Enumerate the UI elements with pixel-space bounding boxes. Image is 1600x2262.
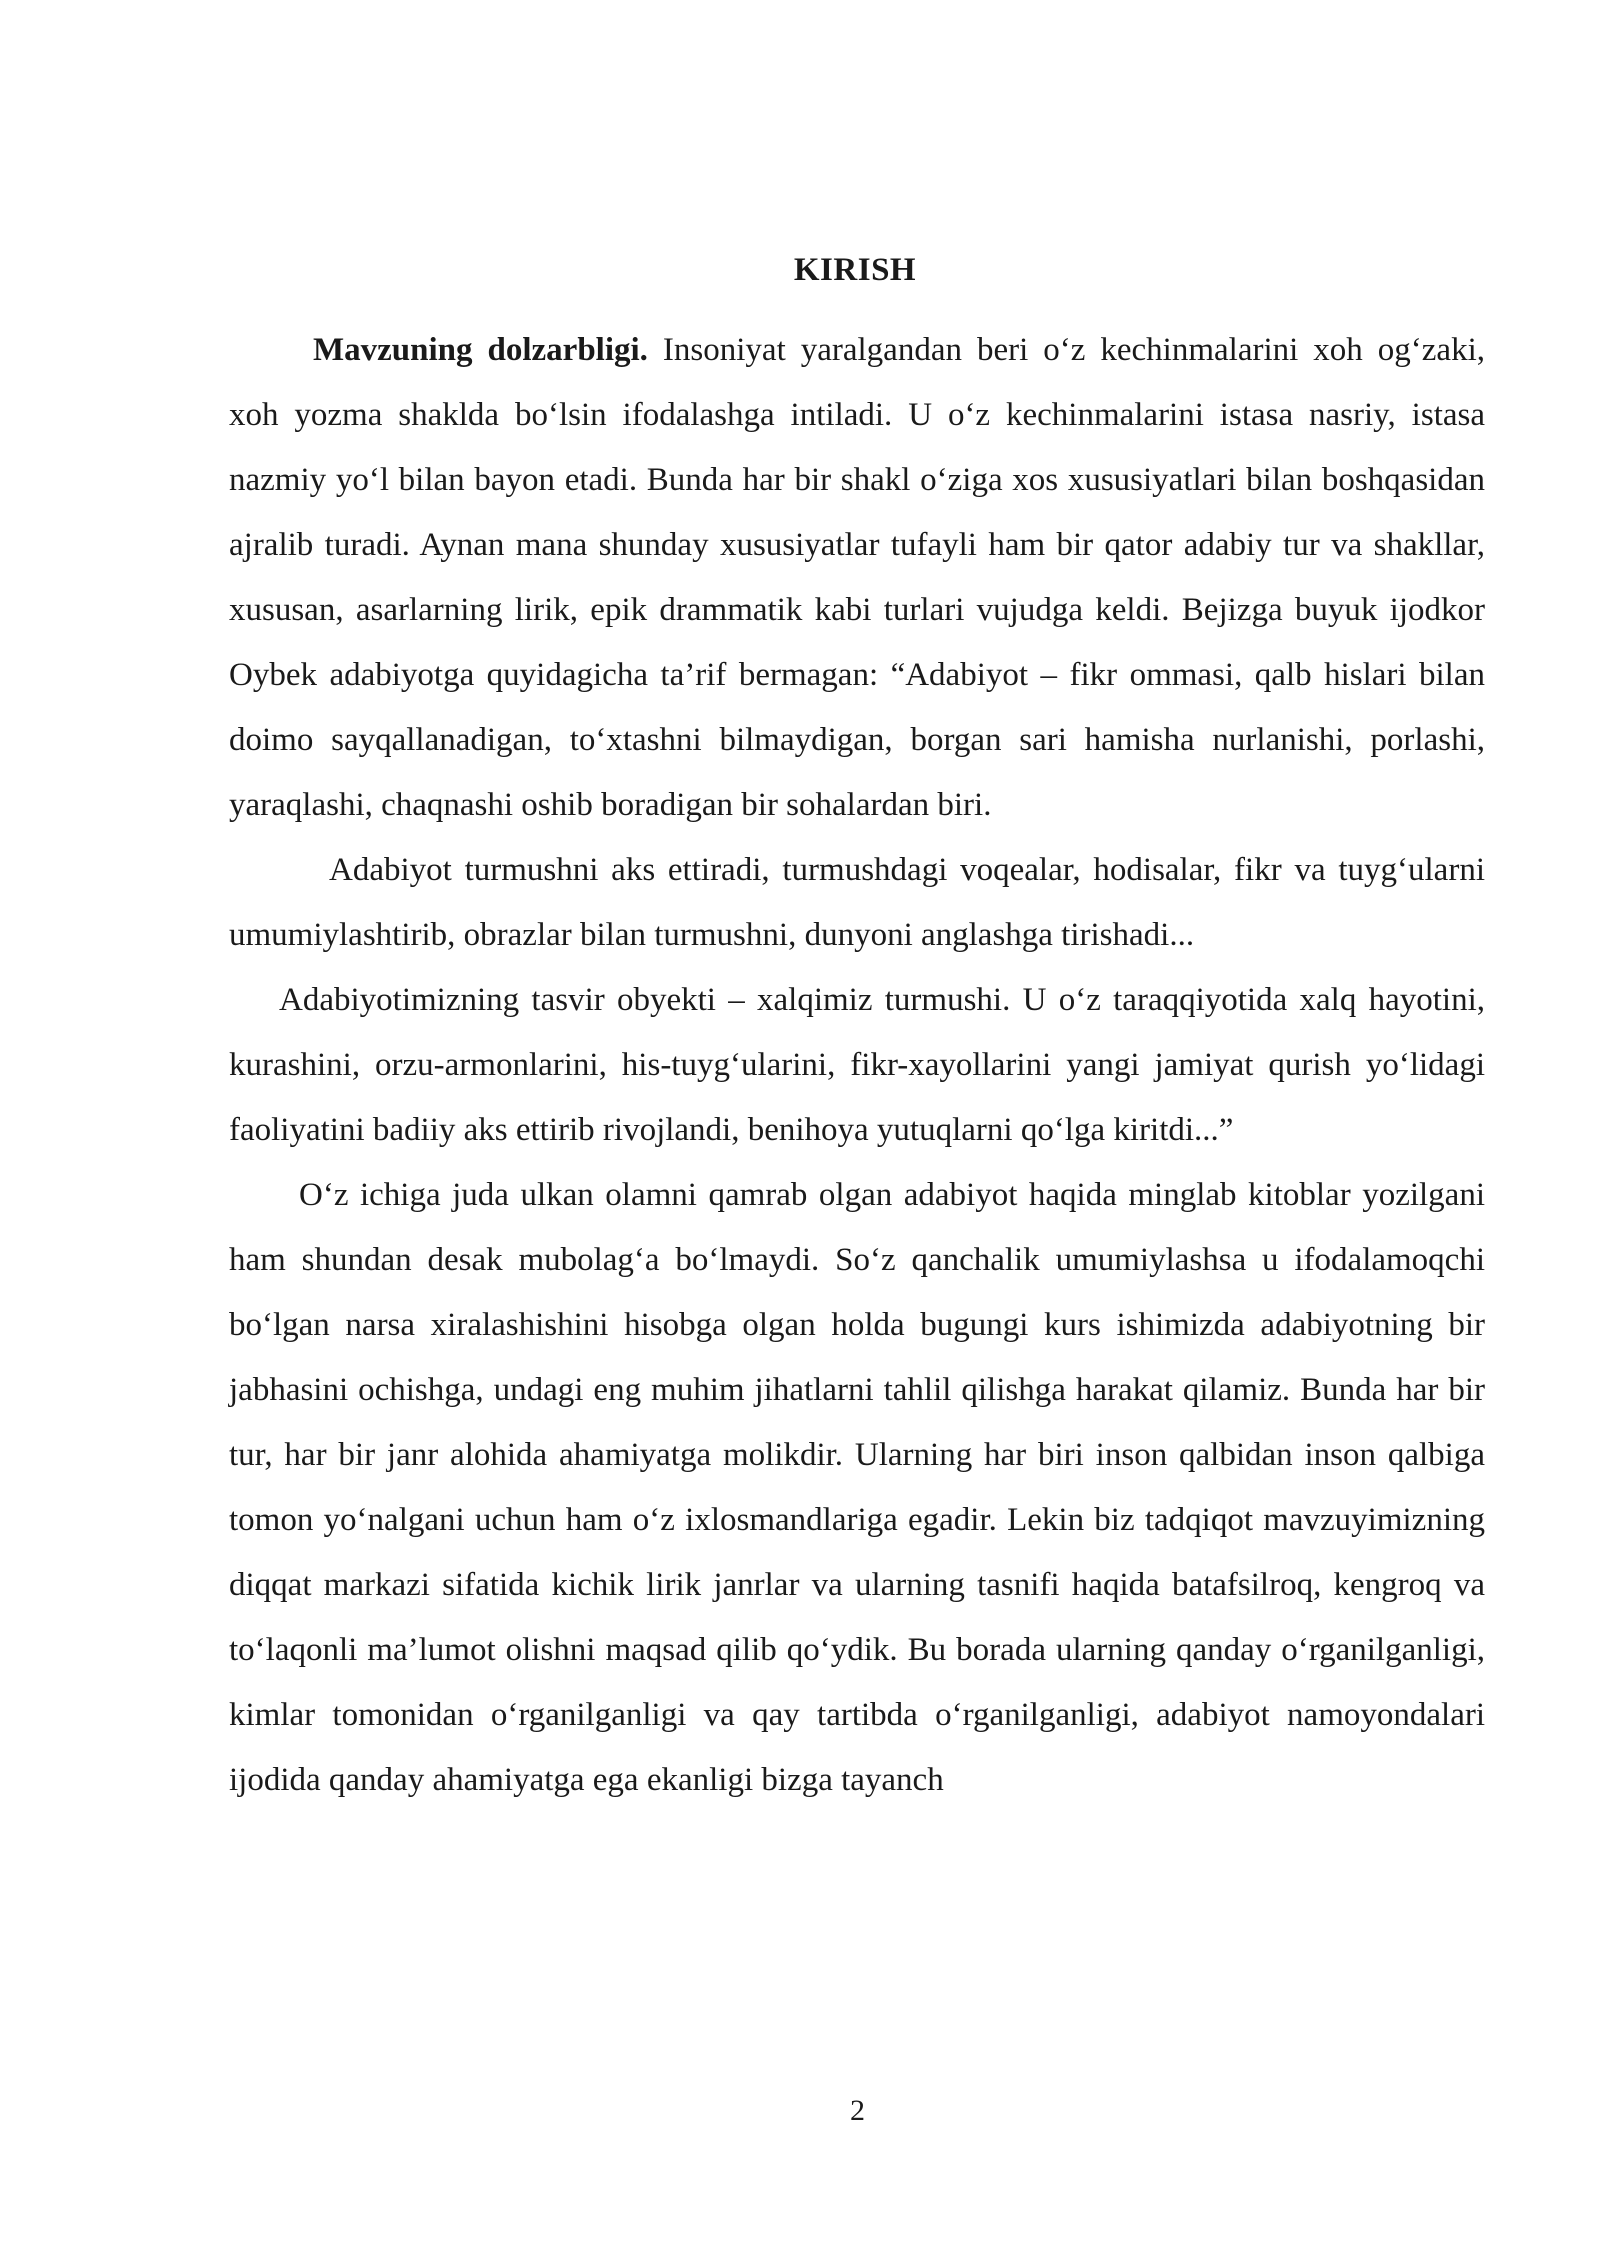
- paragraph-text: Insoniyat yaralgandan beri oʻz kechinmalarini xoh ogʻzaki, xoh yozma shaklda boʻlsin ifodalashga intiladi. U oʻz kechinmalarini istasa nasriy, istasa nazmiy yoʻl bilan bayon etadi. Bunda har bir shakl oʻziga xos xususiyatlari bilan boshqasidan ajralib turadi. Aynan mana shunday xususiyatlar tufayli ham bir qator adabiy tur va shakllar, xususan, asarlarning lirik, epik drammatik kabi turlari vujudga keldi. Bejizga buyuk ijodkor Oybek adabiyotga quyidagicha ta’rif bermagan: “Adabiyot – fikr ommasi, qalb hislari bilan doimo sayqallanadigan, toʻxtashni bilmaydigan, borgan sari hamisha nurlanishi, porlashi, yaraqlashi, chaqnashi oshib boradigan bir sohalardan biri.: [229, 332, 1485, 823]
- paragraph-literature-reflects: Adabiyot turmushni aks ettiradi, turmushdagi voqealar, hodisalar, fikr va tuygʻularni umumiylashtirib, obrazlar bilan turmushni, dunyoni anglashga tirishadi...: [229, 852, 1485, 953]
- paragraph-literature-object: Adabiyotimizning tasvir obyekti – xalqimiz turmushi. U oʻz taraqqiyotida xalq hayotini, kurashini, orzu-armonlarini, his-tuygʻularini, fikr-xayollarini yangi jamiyat qurish yoʻlidagi faoliyatini badiiy aks ettirib rivojlandi, benihoya yutuqlarni qoʻlga kiritdi...”: [229, 982, 1485, 1148]
- paragraph-research-goal: Oʻz ichiga juda ulkan olamni qamrab olgan adabiyot haqida minglab kitoblar yozilgani ham shundan desak mubolagʻa boʻlmaydi. Soʻz qanchalik umumiylashsa u ifodalamoqchi boʻlgan narsa xiralashishini hisobga olgan holda bugungi kurs ishimizda adabiyotning bir jabhasini ochishga, undagi eng muhim jihatlarni tahlil qilishga harakat qilamiz. Bunda har bir tur, har bir janr alohida ahamiyatga molikdir. Ularning har biri inson qalbidan inson qalbiga tomon yoʻnalgani uchun ham oʻz ixlosmandlariga egadir. Lekin biz tadqiqot mavzuyimizning diqqat markazi sifatida kichik lirik janrlar va ularning tasnifi haqida batafsilroq, kengroq va toʻlaqonli ma’lumot olishni maqsad qilib qoʻydik. Bu borada ularning qanday oʻrganilganligi, kimlar tomonidan oʻrganilganligi va qay tartibda oʻrganilganligi, adabiyot namoyondalari ijodida qanday ahamiyatga ega ekanligi bizga tayanch: [229, 1177, 1485, 1798]
- paragraph-relevance: [229, 318, 1485, 838]
- section-title: KIRISH: [793, 252, 917, 288]
- document-body: [229, 318, 1485, 1813]
- page-number: 2: [850, 2094, 865, 2127]
- paragraph-lead-heading: Mavzuning dolzarbligi.: [313, 332, 648, 368]
